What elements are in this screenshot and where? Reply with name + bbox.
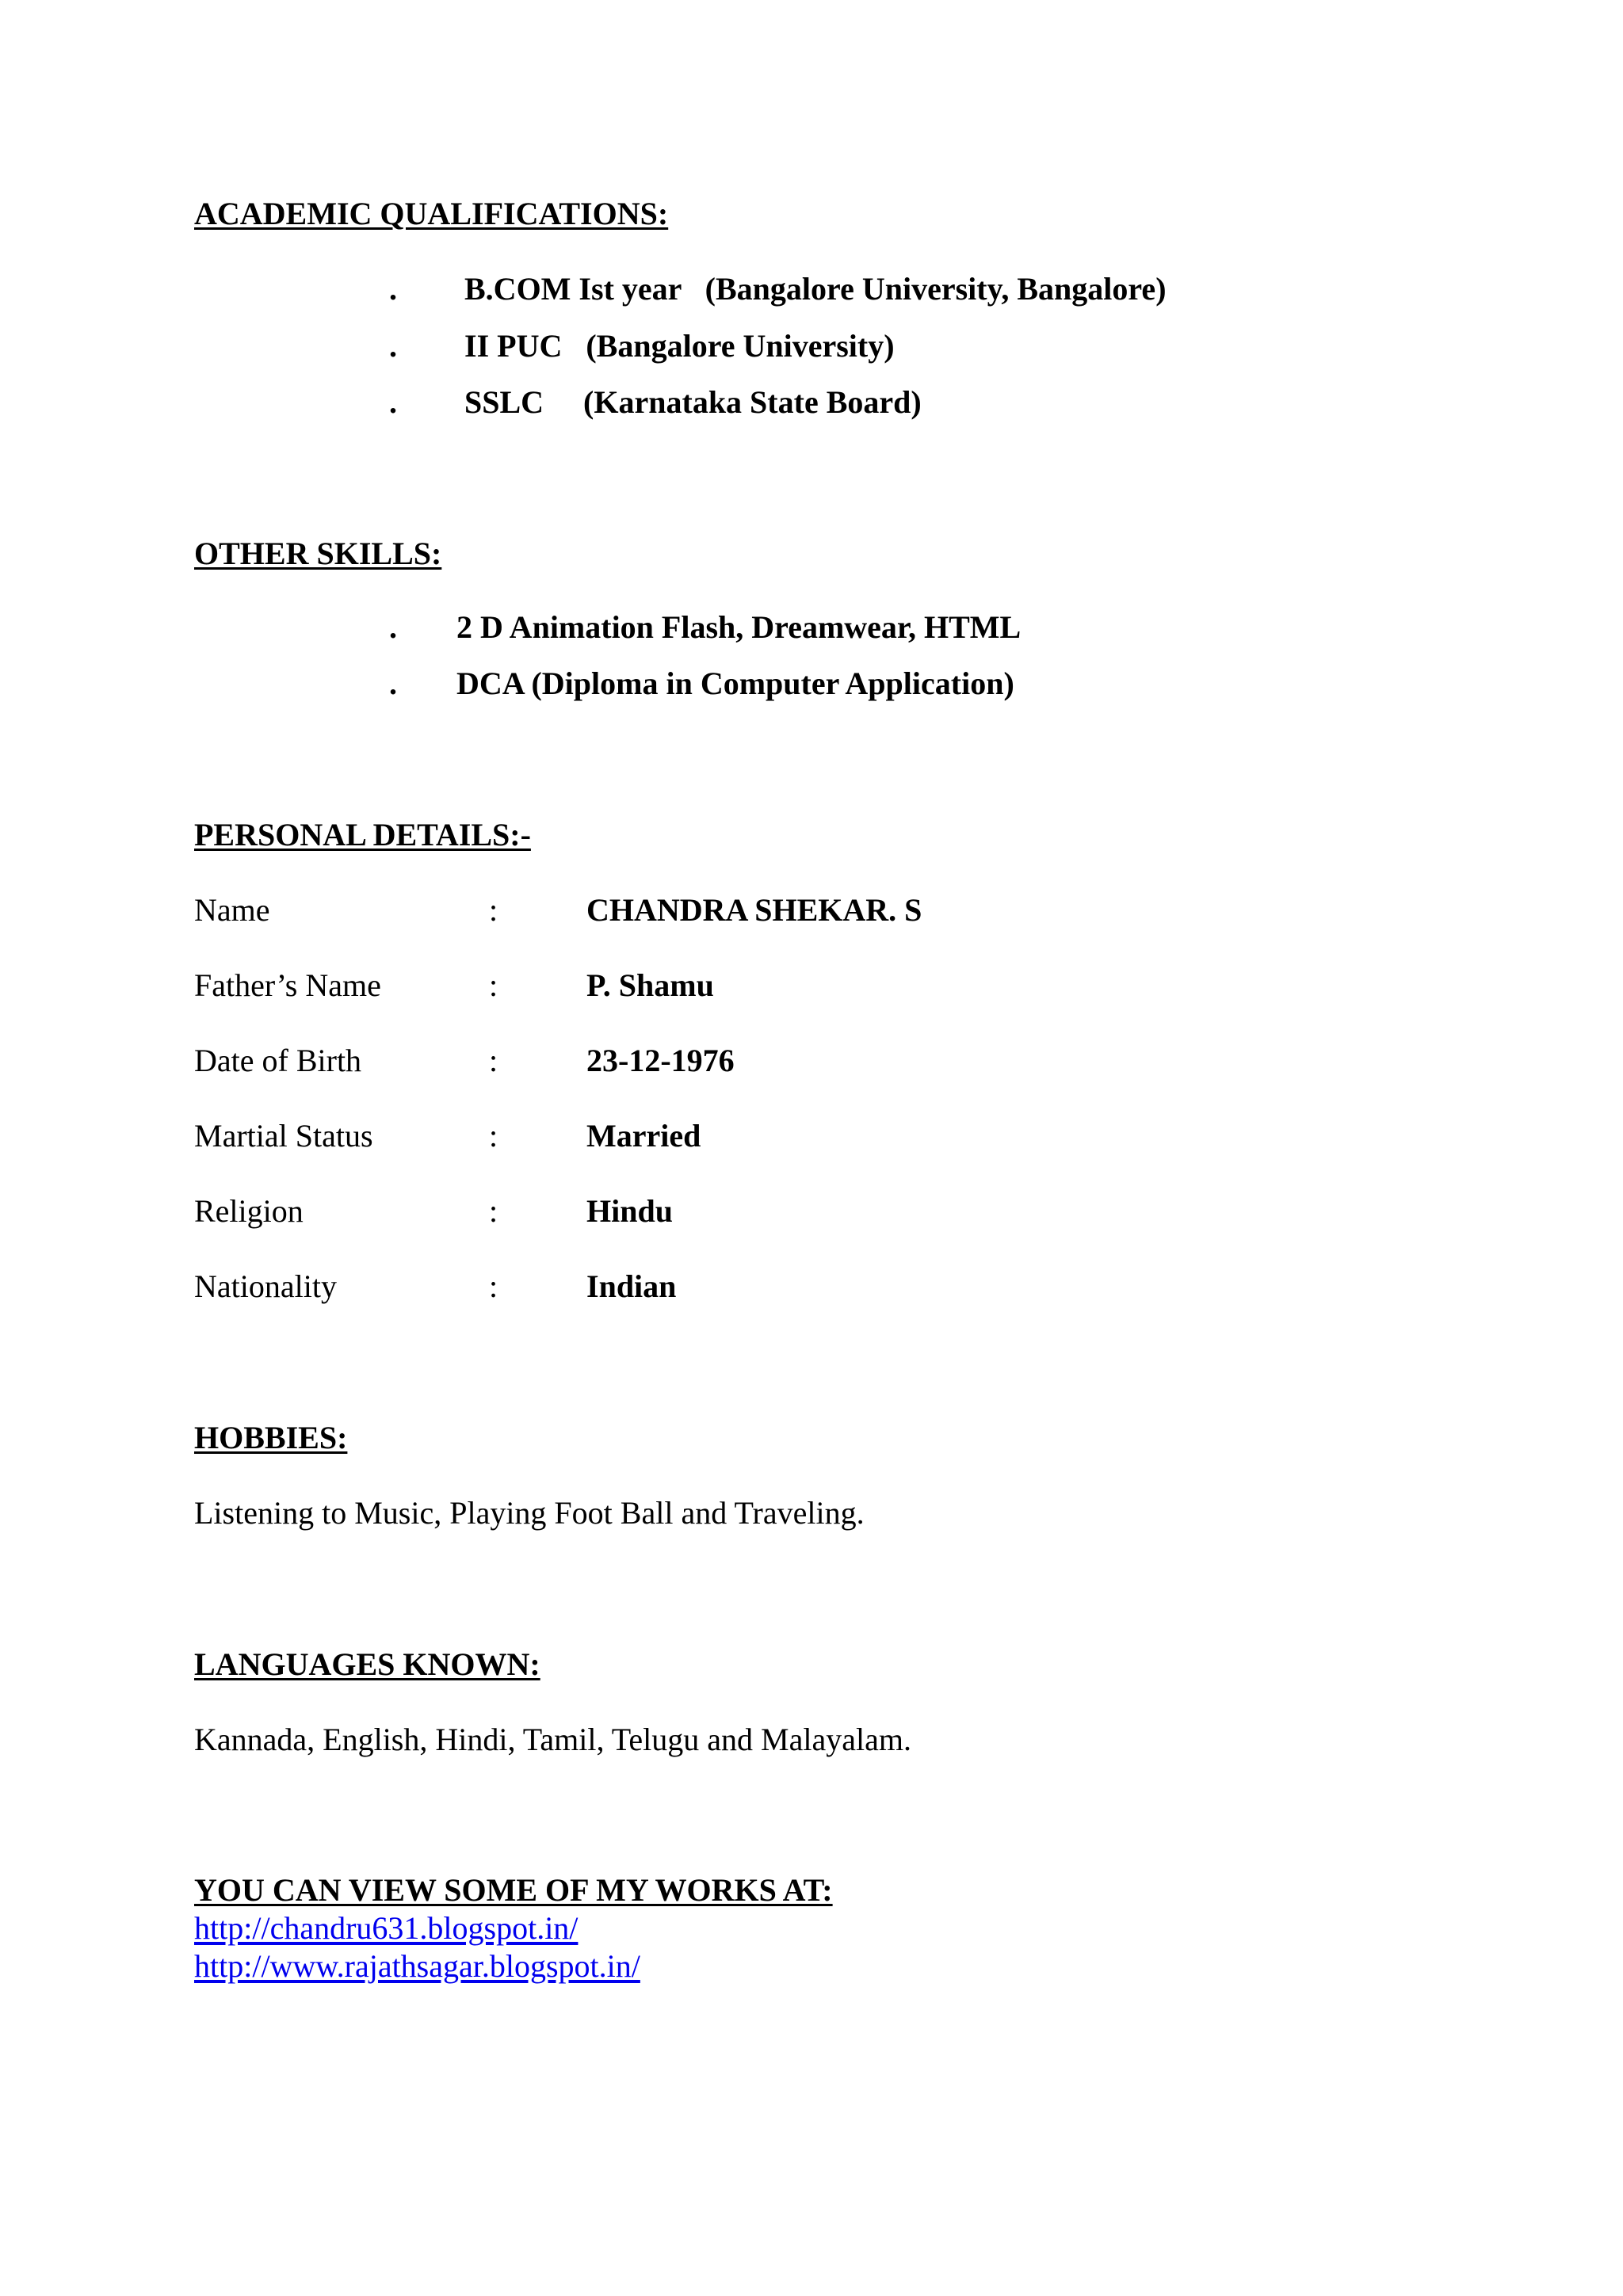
bullet-dot: . — [389, 609, 397, 645]
detail-row-marital-status — [194, 1120, 1541, 1158]
detail-value: Hindu — [586, 1193, 673, 1229]
detail-label: Nationality — [194, 1268, 337, 1304]
detail-row-nationality — [194, 1268, 1541, 1309]
personal-heading: PERSONAL DETAILS:- — [194, 817, 531, 852]
academic-item — [389, 384, 1499, 425]
detail-colon: : — [489, 1268, 498, 1304]
detail-label: Date of Birth — [194, 1043, 362, 1078]
detail-colon: : — [489, 1118, 498, 1154]
bullet-dot: . — [389, 384, 397, 420]
skill-item — [389, 668, 1499, 706]
detail-row-religion — [194, 1193, 1541, 1234]
skill-item-text: 2 D Animation Flash, Dreamwear, HTML — [456, 609, 1022, 645]
blog-link-rajathsagar[interactable]: http://www.rajathsagar.blogspot.in/ — [194, 1948, 640, 1984]
hobbies-text: Listening to Music, Playing Foot Ball and Traveling. — [194, 1495, 865, 1531]
academic-item-text: II PUC (Bangalore University) — [464, 328, 895, 364]
detail-colon: : — [489, 892, 498, 928]
detail-label: Martial Status — [194, 1118, 373, 1154]
works-heading: YOU CAN VIEW SOME OF MY WORKS AT: — [194, 1872, 833, 1908]
academic-item-text: B.COM Ist year (Bangalore University, Bangalore) — [464, 271, 1167, 307]
academic-item — [389, 273, 1499, 311]
blog-link-chandru631[interactable]: http://chandru631.blogspot.in/ — [194, 1910, 579, 1946]
detail-label: Religion — [194, 1193, 304, 1229]
detail-colon: : — [489, 967, 498, 1003]
academic-item — [389, 330, 1499, 368]
detail-row-name — [194, 894, 1541, 933]
detail-label: Name — [194, 892, 270, 928]
detail-colon: : — [489, 1043, 498, 1078]
skills-heading: OTHER SKILLS: — [194, 536, 442, 571]
languages-text: Kannada, English, Hindi, Tamil, Telugu and Malayalam. — [194, 1722, 911, 1757]
hobbies-heading: HOBBIES: — [194, 1420, 348, 1455]
detail-value: Married — [586, 1118, 701, 1154]
detail-label: Father’s Name — [194, 967, 381, 1003]
skill-item — [389, 609, 1499, 650]
detail-value: P. Shamu — [586, 967, 714, 1003]
detail-row-fathers-name — [194, 967, 1541, 1008]
academic-heading: ACADEMIC QUALIFICATIONS: — [194, 196, 669, 231]
bullet-dot: . — [389, 271, 397, 307]
bullet-dot: . — [389, 666, 397, 701]
academic-item-text: SSLC (Karnataka State Board) — [464, 384, 922, 420]
bullet-dot: . — [389, 328, 397, 364]
skill-item-text: DCA (Diploma in Computer Application) — [456, 666, 1014, 701]
detail-value: Indian — [586, 1268, 677, 1304]
languages-heading: LANGUAGES KNOWN: — [194, 1646, 540, 1682]
detail-value: CHANDRA SHEKAR. S — [586, 892, 922, 928]
detail-row-date-of-birth — [194, 1045, 1541, 1083]
detail-colon: : — [489, 1193, 498, 1229]
detail-value: 23-12-1976 — [586, 1043, 735, 1078]
